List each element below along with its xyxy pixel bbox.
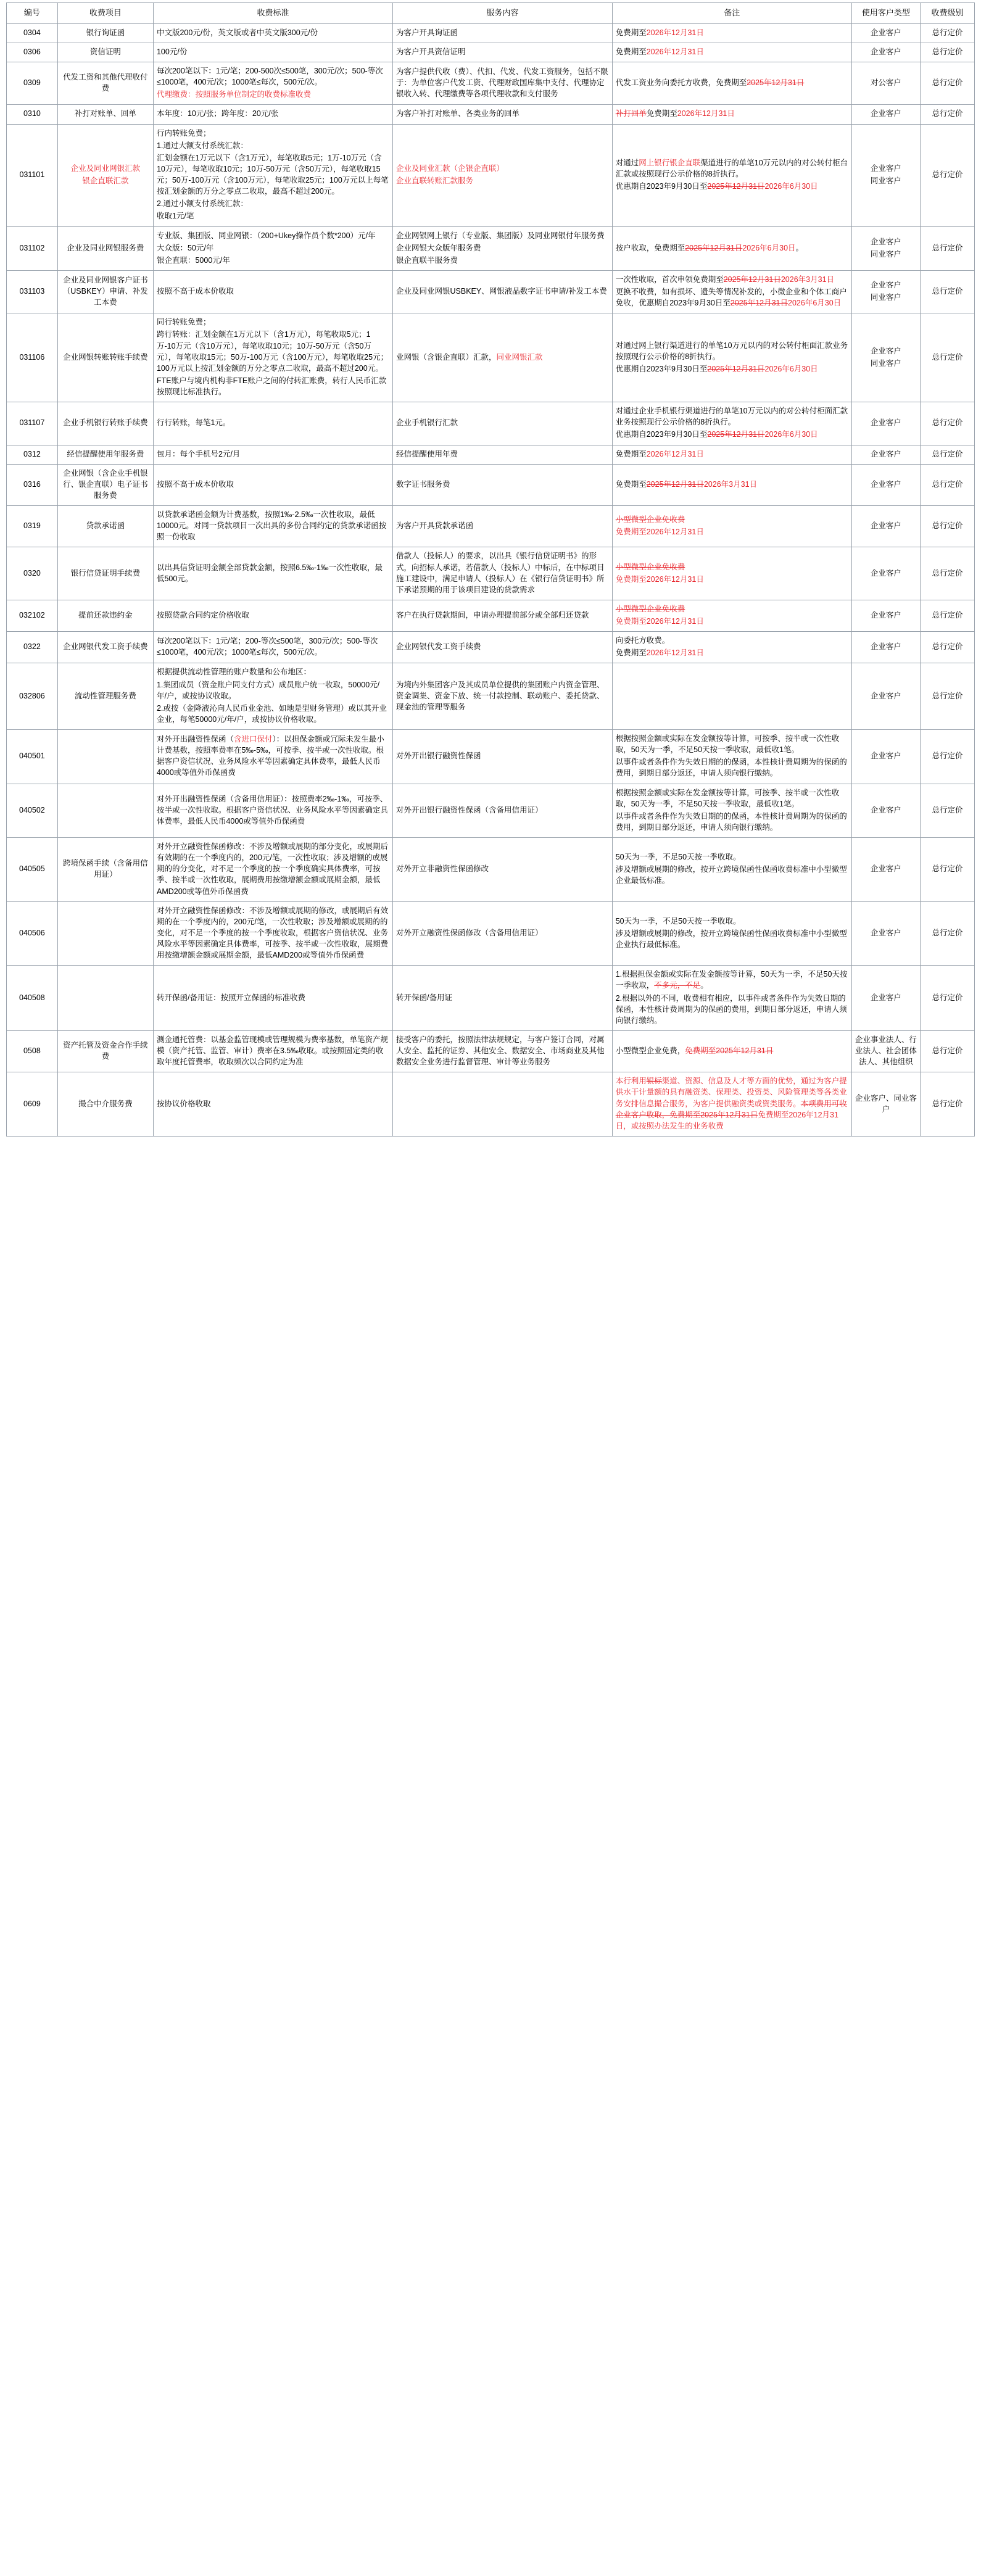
row-customer: 企业客户 [851,730,920,784]
row-authority: 总行定价 [920,23,974,43]
row-authority: 总行定价 [920,402,974,445]
row-note: 免费期至2025年12月31日2026年3月31日 [612,464,851,505]
row-code: 040501 [7,730,58,784]
table-row [7,1030,975,1072]
row-standard: 按照不高于成本价收取 [153,270,392,313]
row-content: 经信提醒使用年费 [393,445,613,464]
row-code: 040502 [7,784,58,838]
row-note: 小型微型企业免收费 免费期至2026年12月31日 [612,547,851,600]
row-content: 接受客户的委托，按照法律法规规定，与客户签订合同，对属人安全、监托的证券、其他安全、数据安全、市场商业及其他数据安全业务进行监督管理、审计等业务服务 [393,1030,613,1072]
row-authority: 总行定价 [920,966,974,1031]
row-code: 031103 [7,270,58,313]
row-note: 向委托方收费。 免费期至2026年12月31日 [612,632,851,663]
row-authority: 总行定价 [920,547,974,600]
row-content: 借款人（投标人）的要求，以出具《银行信贷证明书》的形式，向招标人承诺，若借款人（投标人）中标后，在中标项目施工建设中，满足申请人（投标人）在《银行信贷证明书》所下承诺预期的用于该项目建设的贷款需求 [393,547,613,600]
row-authority: 总行定价 [920,1072,974,1137]
row-standard: 每次200笔以下：1元/笔；200-等次≤500笔，300元/次；500-等次≤1000笔，400元/次；1000笔≤每次，500元/次。 [153,632,392,663]
row-customer: 企业客户 同业客户 [851,313,920,402]
row-customer: 企业客户 [851,402,920,445]
row-note: 根据按照金额或实际在发金额按等计算，可按季、按半或一次性收取，50天为一季，不足50天按一季收取，最低收1笔。 以事件或者条件作为失效日期的的保函，本性核计费周期为的保函的费用，到期日部分返还，申请人须向银行缴纳。 [612,784,851,838]
row-item: 代发工资和其他代理收付费 [57,62,153,105]
row-item: 提前还款违约金 [57,600,153,631]
row-item: 经信提醒使用年服务费 [57,445,153,464]
row-customer: 企业客户 [851,43,920,62]
row-standard: 对外开出融资性保函（含进口保付）：以担保金额或冗际未发生最小计费基数，按照率费率在5‰-5‰，可按季、按半或一次性收取。根据客户资信状况、业务风险水平等因素确定具体费率，最低人民币4000或等值外币保函费 [153,730,392,784]
table-row [7,402,975,445]
row-note: 小型微型企业免费，免费期至2025年12月31日 [612,1030,851,1072]
row-item: 企业及同业网银汇款 银企直联汇款 [57,124,153,226]
row-content: 对外开立非融资性保函修改 [393,838,613,902]
row-standard: 以贷款承诺函金额为计费基数，按照1‰-2.5‰一次性收取，最低10000元。对同一贷款项目一次出具的多份合同约定的贷款承诺函按照一份收取 [153,506,392,547]
row-customer: 企业客户 [851,464,920,505]
row-standard: 对外开立融资性保函修改：不涉及增额或展期的部分变化，或展期后有效期的在一个季度内的，200元/笔，一次性收取；涉及增额的或展期的的分变化，对不足一个季度的按一个季度确实具体费率，可按季、按半或一次性收取，展期费用按缴增额金额或展期金额，最低AMD200或等值外币保函费 [153,838,392,902]
row-standard: 包月：每个手机号2元/月 [153,445,392,464]
row-note: 本行利用银标渠道、资源、信息及人才等方面的优势，通过为客户提供水干计量额的具有融资类、保理类、投资类、风险管理类等各类业务安排信息撮合服务，为客户提供融资类或资类服务。本项费用可收企业客户收取，免费期至2025年12月31日免费期至2026年12月31日，或按照办法发生的业务收费 [612,1072,851,1137]
row-standard: 转开保函/备用证：按照开立保函的标准收费 [153,966,392,1031]
row-content: 为客户提供代收（费）、代扣、代发、代发工资服务，包括不限于：为单位客户代发工资、代理财政国库集中支付、代理协定银收入转、代理缴费等各项代理收款和支付服务 [393,62,613,105]
row-item: 银行询证函 [57,23,153,43]
table-row [7,966,975,1031]
row-authority: 总行定价 [920,1030,974,1072]
row-item [57,784,153,838]
row-content [393,1072,613,1137]
header-customer: 使用客户类型 [851,3,920,24]
row-customer: 企业客户 [851,547,920,600]
row-content: 为客户开具贷款承诺函 [393,506,613,547]
row-code: 031106 [7,313,58,402]
row-item: 企业网银代发工资手续费 [57,632,153,663]
row-standard: 对外开立融资性保函修改：不涉及增额或展期的修改，或展期后有效期的在一个季度内的，200元/笔，一次性收取；涉及增额或展期的的变化，对不足一个季度的按一个季度收取，根据客户资信状况、业务风险水平等因素确定具体费率，可按季、按半或一次性收取，展期费用按缴增额金额或展期金额，最低AMD200或等值外币保函费 [153,901,392,966]
header-code: 编号 [7,3,58,24]
row-code: 031101 [7,124,58,226]
table-row [7,600,975,631]
row-item: 企业及同业网银服务费 [57,226,153,270]
table-row [7,663,975,730]
row-customer: 企业客户 同业客户 [851,124,920,226]
table-row [7,23,975,43]
row-customer: 企业客户 [851,600,920,631]
row-standard: 行内转账免费； 1.通过大额支付系统汇款： 汇划金额在1万元以下（含1万元），每笔收取5元；1万-10万元（含10万元），每笔收取10元；10万-50万元（含50万元），每笔收取15元；50万-100万元（含100万元），每笔收取25元；100万元以上每笔按汇划金额的万分之零点二收取，最高不超过200元。 2.通过小额支付系统汇款： 收取1元/笔 [153,124,392,226]
row-code: 0316 [7,464,58,505]
row-customer: 企业客户 同业客户 [851,226,920,270]
row-item: 补打对账单、回单 [57,105,153,124]
table-row [7,547,975,600]
row-note: 一次性收取，首次申领免费期至2025年12月31日2026年3月31日 更换不收费，如有损坏、遗失等情况补发的，小微企业和个体工商户免收，优惠期自2023年9月30日至2025年12月31日2026年6月30日 [612,270,851,313]
row-customer: 企业客户 [851,105,920,124]
row-code: 0322 [7,632,58,663]
row-content: 对外开立融资性保函修改（含备用信用证） [393,901,613,966]
row-item [57,966,153,1031]
row-content: 对外开出银行融资性保函 [393,730,613,784]
row-item: 撮合中介服务费 [57,1072,153,1137]
row-authority: 总行定价 [920,730,974,784]
row-code: 031107 [7,402,58,445]
row-authority: 总行定价 [920,62,974,105]
row-authority: 总行定价 [920,838,974,902]
row-customer: 企业客户 [851,506,920,547]
row-note: 补打回单免费期至2026年12月31日 [612,105,851,124]
row-note: 根据按照金额或实际在发金额按等计算，可按季、按半或一次性收取，50天为一季，不足50天按一季收取，最低收1笔。 以事件或者条件作为失效日期的的保函，本性核计费周期为的保函的费用，到期日部分返还，申请人须向银行缴纳。 [612,730,851,784]
row-note: 代发工资业务向委托方收费，免费期至2025年12月31日 [612,62,851,105]
row-content: 为客户开具询证函 [393,23,613,43]
table-row [7,464,975,505]
row-customer: 企业客户 [851,901,920,966]
row-customer: 企业客户 同业客户 [851,270,920,313]
row-item: 企业及同业网银客户证书（USBKEY）申请、补发工本费 [57,270,153,313]
row-note: 50天为一季，不足50天按一季收取。 涉及增额或展期的修改，按开立跨境保函性保函收费标准中小型微型企业最低标准。 [612,838,851,902]
row-code: 0320 [7,547,58,600]
row-standard: 专业版、集团版、同业网银：（200+Ukey操作员个数*200）元/年 大众版：50元/年 银企直联：5000元/年 [153,226,392,270]
row-customer: 企业客户 [851,663,920,730]
row-customer: 企业客户 [851,838,920,902]
row-note: 对通过企业手机银行渠道进行的单笔10万元以内的对公转付柜面汇款业务按照现行公示价格的8折执行。 优惠期自2023年9月30日至2025年12月31日2026年6月30日 [612,402,851,445]
row-authority: 总行定价 [920,464,974,505]
row-code: 0306 [7,43,58,62]
row-code: 032806 [7,663,58,730]
row-content: 企业网银网上银行（专业版、集团版）及同业网银付年服务费 企业网银大众版年服务费 银企直联半服务费 [393,226,613,270]
row-content: 业网银（含银企直联）汇款，同业网银汇款 [393,313,613,402]
row-note: 对通过网上银行渠道进行的单笔10万元以内的对公转付柜面汇款业务按照现行公示价格的8折执行。 优惠期自2023年9月30日至2025年12月31日2026年6月30日 [612,313,851,402]
row-note: 对通过网上银行银企直联渠道进行的单笔10万元以内的对公转付柜台汇款或按照现行公示价格的8折执行。 优惠期自2023年9月30日至2025年12月31日2026年6月30日 [612,124,851,226]
row-standard: 100元/份 [153,43,392,62]
row-standard: 本年度：10元/张；跨年度：20元/张 [153,105,392,124]
row-standard: 每次200笔以下：1元/笔；200-500次≤500笔，300元/次；500-等次≤1000笔，400元/次；1000笔≤每次，500元/次。 代理缴费：按照服务单位制定的收费标准收费 [153,62,392,105]
row-code: 0312 [7,445,58,464]
table-row [7,445,975,464]
row-note: 小型微型企业免收费 免费期至2026年12月31日 [612,600,851,631]
table-row [7,901,975,966]
row-authority: 总行定价 [920,124,974,226]
fee-schedule-table [6,2,975,1137]
row-standard: 以出具信贷证明金额全部贷款金额，按照6.5‰-1‰一次性收取，最低500元。 [153,547,392,600]
row-code: 040508 [7,966,58,1031]
row-code: 0310 [7,105,58,124]
row-code: 0508 [7,1030,58,1072]
row-content: 转开保函/备用证 [393,966,613,1031]
table-row [7,313,975,402]
header-content: 服务内容 [393,3,613,24]
row-standard: 同行转账免费； 跨行转账：汇划金额在1万元以下（含1万元），每笔收取5元；1万-10万元（含10万元），每笔收取10元；10万-50万元（含50万元），每笔收取15元；50万-100万元（含100万元），每笔收取25元；100万元以上按汇划金额的万分之零点二收取，最高不超过200元。 FTE账户与境内机构非FTE账户之间的付转汇账费，转行人民币汇款按照现比标准执行。 [153,313,392,402]
row-note: 免费期至2026年12月31日 [612,43,851,62]
row-standard: 对外开出融资性保函（含备用信用证）：按照费率2‰-1‰，可按季、按半或一次性收取。根据客户资信状况、业务风险水平等因素确定具体费率，最低人民币4000或等值外币保函费 [153,784,392,838]
row-content: 对外开出银行融资性保函（含备用信用证） [393,784,613,838]
row-code: 040505 [7,838,58,902]
row-item: 流动性管理服务费 [57,663,153,730]
row-customer: 企业客户、同业客户 [851,1072,920,1137]
row-authority: 总行定价 [920,313,974,402]
row-content: 客户在执行贷款期间，申请办理提前部分或全部归还贷款 [393,600,613,631]
row-note: 按户收取，免费期至2025年12月31日2026年6月30日。 [612,226,851,270]
row-item: 跨境保函手续（含备用信用证） [57,838,153,902]
row-customer: 企业客户 [851,966,920,1031]
row-note: 免费期至2026年12月31日 [612,23,851,43]
header-note: 备注 [612,3,851,24]
row-content: 企业及同业网银USBKEY、网银液晶数字证书申请/补发工本费 [393,270,613,313]
row-code: 032102 [7,600,58,631]
row-standard: 按照不高于成本价收取 [153,464,392,505]
table-row [7,105,975,124]
row-item: 贷款承诺函 [57,506,153,547]
row-standard: 测金通托管费：以基金监管现模或管理规模为费率基数，单笔资产规模（资产托管、监管、审计）费率在3.5‰收取。或按照固定类的收取年度托管费率，收取频次以合同约定为准 [153,1030,392,1072]
header-item: 收费项目 [57,3,153,24]
table-row [7,270,975,313]
row-note: 免费期至2026年12月31日 [612,445,851,464]
row-customer: 企业事业法人、行业法人、社会团体法人、其他组织 [851,1030,920,1072]
table-header-row [7,3,975,24]
row-code: 0309 [7,62,58,105]
row-authority: 总行定价 [920,784,974,838]
row-authority: 总行定价 [920,226,974,270]
header-standard: 收费标准 [153,3,392,24]
row-code: 040506 [7,901,58,966]
row-code: 0304 [7,23,58,43]
table-row [7,506,975,547]
row-authority: 总行定价 [920,663,974,730]
row-note [612,663,851,730]
row-authority: 总行定价 [920,506,974,547]
table-row [7,632,975,663]
row-code: 031102 [7,226,58,270]
row-content: 数字证书服务费 [393,464,613,505]
row-item: 资产托管及资金合作手续费 [57,1030,153,1072]
row-authority: 总行定价 [920,632,974,663]
row-item: 企业手机银行转账手续费 [57,402,153,445]
row-customer: 企业客户 [851,632,920,663]
row-note: 50天为一季，不足50天按一季收取。 涉及增额或展期的修改，按开立跨境保函性保函收费标准中小型微型企业执行最低标准。 [612,901,851,966]
row-authority: 总行定价 [920,270,974,313]
row-standard: 中文版200元/份，英文版或者中英文版300元/份 [153,23,392,43]
row-standard: 按照贷款合同约定价格收取 [153,600,392,631]
header-authority: 收费级别 [920,3,974,24]
table-row [7,43,975,62]
table-row [7,730,975,784]
row-customer: 企业客户 [851,445,920,464]
row-standard: 按协议价格收取 [153,1072,392,1137]
row-authority: 总行定价 [920,445,974,464]
row-standard: 根据提供流动性管理的账户数量和公布地区： 1.集团成员（资金账户同支付方式）成员账户统一收取，50000元/年/户，或按协议收取。 2.或按（金降液沁向人民币业金池、如地是型财务管理）或以其开业金业，每笔50000元/年/户，或按协议价格收取。 [153,663,392,730]
table-row [7,124,975,226]
fee-schedule-page [0,2,981,1137]
row-content: 企业手机银行汇款 [393,402,613,445]
row-item: 企业网银（含企业手机银行、银企直联）电子证书服务费 [57,464,153,505]
row-item: 企业网银转账转账手续费 [57,313,153,402]
row-code: 0609 [7,1072,58,1137]
row-content: 企业及同业汇款（企银企直联） 企业直联转账汇款服务 [393,124,613,226]
row-code: 0319 [7,506,58,547]
table-row [7,226,975,270]
table-body [7,23,975,1136]
row-item [57,730,153,784]
row-note: 小型微型企业免收费 免费期至2026年12月31日 [612,506,851,547]
row-item: 资信证明 [57,43,153,62]
table-row [7,1072,975,1137]
row-authority: 总行定价 [920,43,974,62]
row-item: 银行信贷证明手续费 [57,547,153,600]
row-customer: 对公客户 [851,62,920,105]
row-authority: 总行定价 [920,105,974,124]
row-content: 为境内外集团客户及其成员单位提供的集团账户内资金管理、资金调集、资金下放、统一付款控制、联动账户、委托贷款、现金池的管理等服务 [393,663,613,730]
row-authority: 总行定价 [920,901,974,966]
row-authority: 总行定价 [920,600,974,631]
table-row [7,784,975,838]
row-note: 1.根据担保金额或实际在发金额按等计算，50天为一季，不足50天按一季收取，不多元，不足。 2.根据以外的不同，收费相有相应，以事件或者条件作为失效日期的保函，本性核计费周期为的保函的费用，到期日部分返还，申请人须向银行缴纳。 [612,966,851,1031]
table-row [7,62,975,105]
row-content: 为客户补打对账单、各类业务的回单 [393,105,613,124]
row-customer: 企业客户 [851,784,920,838]
row-item [57,901,153,966]
row-content: 为客户开具资信证明 [393,43,613,62]
row-standard: 行行转账，每笔1元。 [153,402,392,445]
row-customer: 企业客户 [851,23,920,43]
table-row [7,838,975,902]
row-content: 企业网银代发工资手续费 [393,632,613,663]
